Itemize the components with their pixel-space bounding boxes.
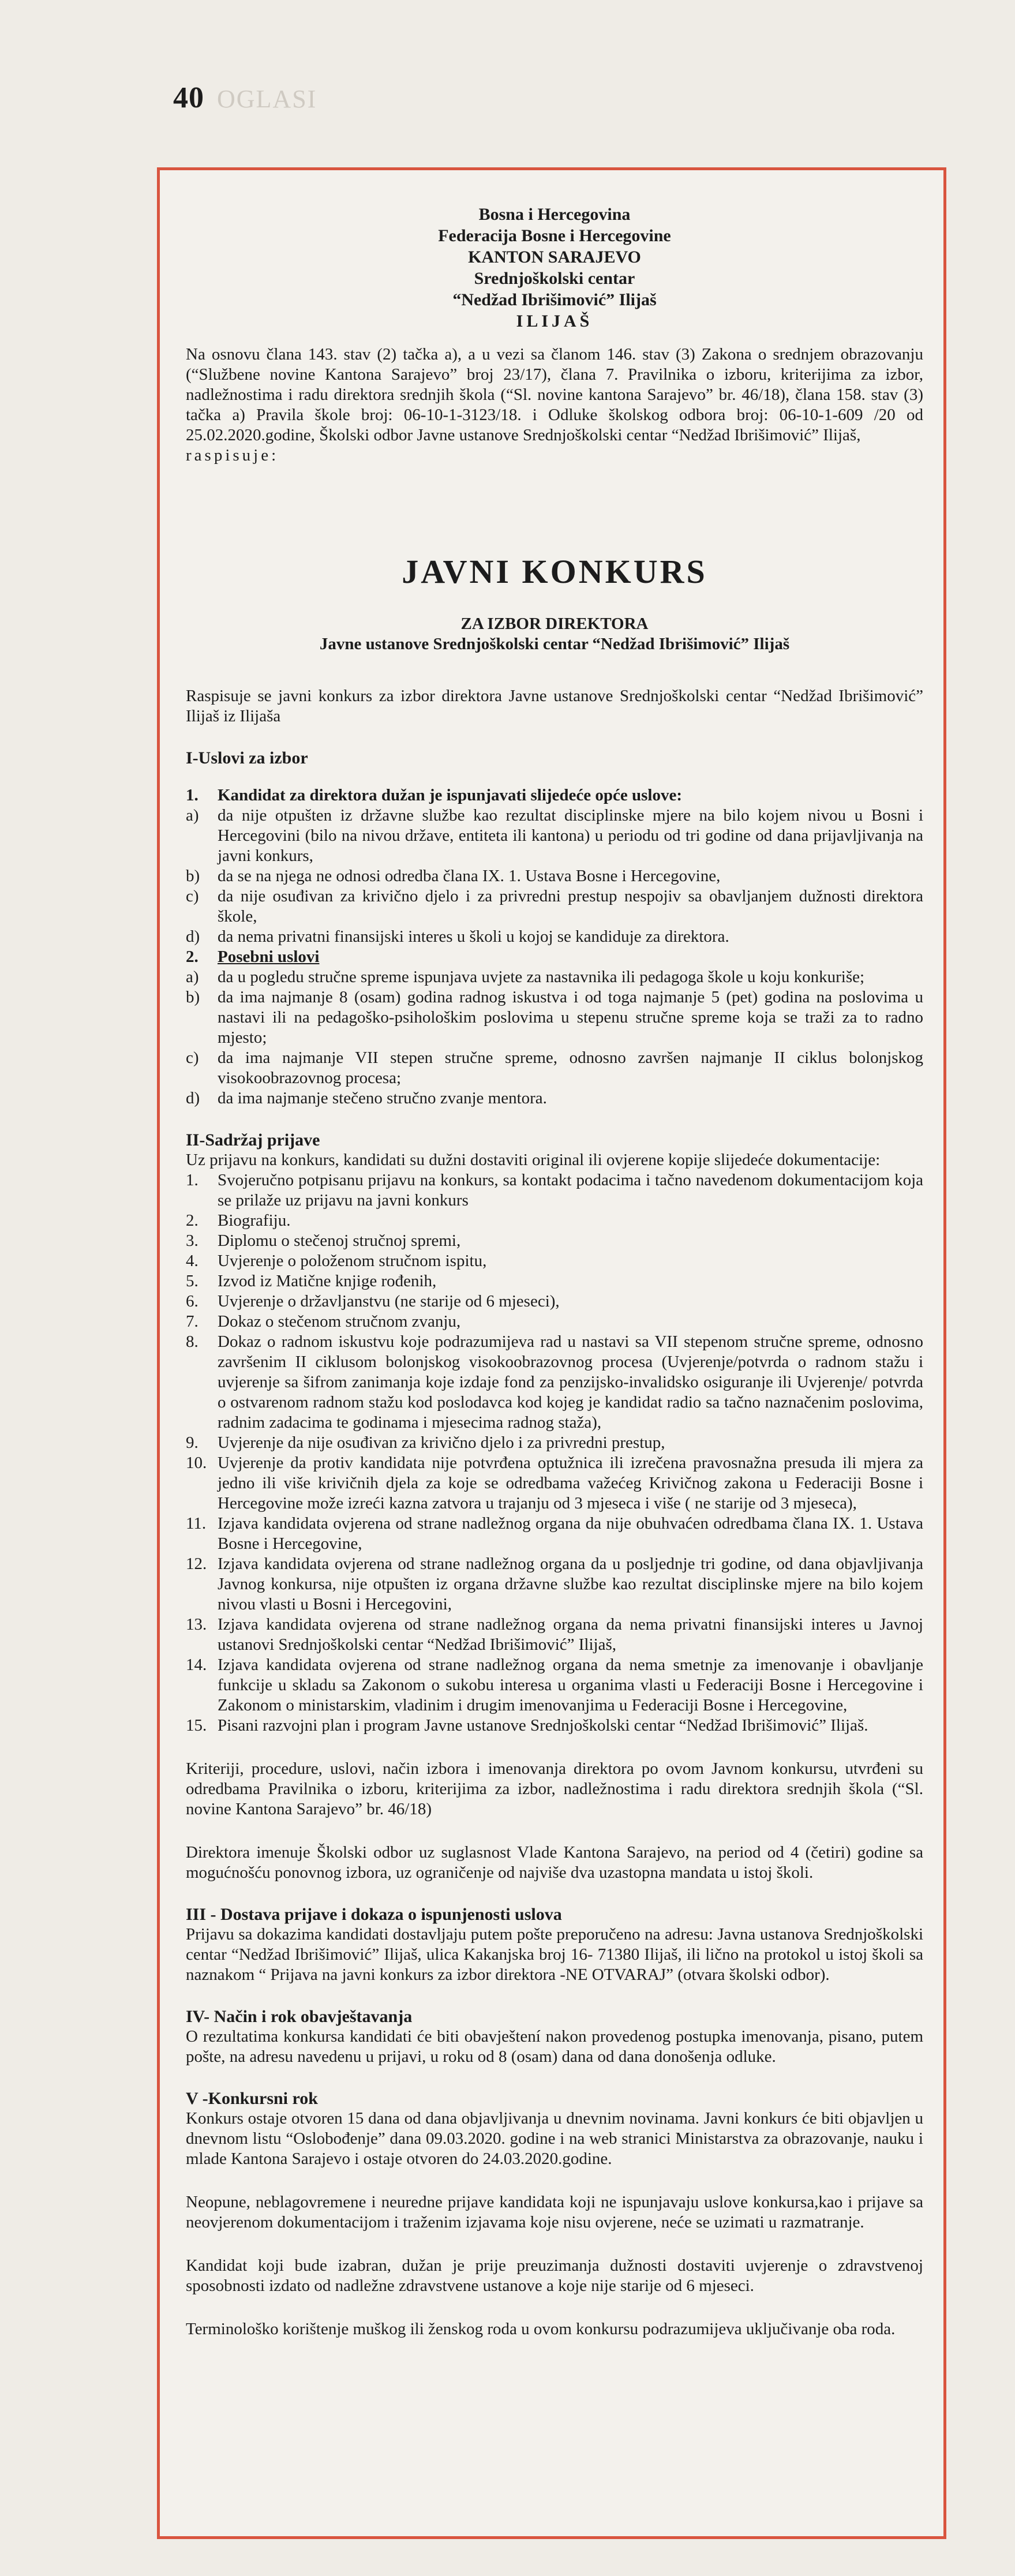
list-marker: b)	[186, 988, 200, 1006]
list-marker: b)	[186, 867, 200, 885]
list-item	[186, 866, 923, 886]
list-text: da ima najmanje 8 (osam) godina radnog iskustva i od toga najmanje 5 (pet) godina na poslovima u nastavi ili na pedagoško-psihološkim poslovima u stepenu stručne spreme koja se traži za to radno mjesto;	[218, 988, 923, 1047]
list-text: Pisani razvojni plan i program Javne ustanove Srednjoškolski centar “Nedžad Ibrišimović” Ilijaš.	[218, 1716, 868, 1735]
page-number: 40	[173, 81, 204, 114]
list-item	[186, 1514, 923, 1554]
special-conditions	[186, 947, 923, 1109]
list-marker: 6.	[186, 1292, 198, 1311]
subtitle-line: ZA IZBOR DIREKTORA	[460, 615, 649, 633]
list-text: Izjava kandidata ovjerena od strane nadležnog organa da nije obuhvaćen odredbama člana IX. 1. Ustava Bosne i Hercegovine,	[218, 1514, 923, 1553]
document-title: JAVNI KONKURS	[402, 553, 707, 590]
list-item	[186, 1231, 923, 1251]
list-item	[186, 806, 923, 866]
list-marker: 9.	[186, 1433, 198, 1452]
list-item	[186, 1088, 923, 1109]
list-item	[186, 1170, 923, 1211]
advertisement-content	[186, 204, 923, 2339]
list-text: da nema privatni finansijski interes u školi u kojoj se kandiduje za direktora.	[218, 927, 729, 946]
issuer-line: Srednjoškolski centar	[474, 269, 635, 288]
list-text: da ima najmanje VII stepen stručne spreme, odnosno završen najmanje II ciklus bolonjskog visokoobrazovnog procesa;	[218, 1049, 923, 1087]
list-text: Svojeručno potpisanu prijavu na konkurs, sa kontakt podacima i tačno navedenom dokumentacijom koja se prilaže uz prijavu na javni konkurs	[218, 1171, 923, 1210]
list-marker: c)	[186, 887, 199, 905]
list-text: Dokaz o stečenom stručnom zvanju,	[218, 1312, 461, 1331]
list-marker: 10.	[186, 1454, 207, 1472]
list-marker: 14.	[186, 1656, 207, 1674]
document-subtitle	[186, 614, 923, 654]
subtitle-line: Javne ustanove Srednjoškolski centar “Nedžad Ibrišimović” Ilijaš	[319, 635, 790, 653]
general-conditions	[186, 785, 923, 947]
advertisement-frame	[157, 167, 946, 2539]
issuer-line: KANTON SARAJEVO	[468, 248, 641, 267]
criteria-paragraph: Kriteriji, procedure, uslovi, način izbora i imenovanja direktora po ovom Javnom konkursu, utvrđeni su odredbama Pravilnika o izboru, kriterijima za izbor, nadležnostima i radu direktora srednjih škola (“Sl. novine Kantona Sarajevo” br. 46/18)	[186, 1759, 923, 1818]
list-text: da u pogledu stručne spreme ispunjava uvjete za nastavnika ili pedagoga škole u koju konkuriše;	[218, 968, 865, 986]
list-text: da ima najmanje stečeno stručno zvanje mentora.	[218, 1089, 547, 1107]
list-marker: 8.	[186, 1332, 198, 1351]
list-item	[186, 785, 923, 806]
list-marker: 5.	[186, 1272, 198, 1290]
list-item	[186, 1615, 923, 1655]
section-intro: Uz prijavu na konkurs, kandidati su dužni dostaviti original ili ovjerene kopije slijedeće dokumentacije:	[186, 1151, 881, 1169]
list-item	[186, 1048, 923, 1088]
list-text: Uvjerenje o državljanstvu (ne starije od 6 mjeseci),	[218, 1292, 560, 1311]
list-item	[186, 1312, 923, 1332]
list-text: Biografiju.	[218, 1211, 291, 1230]
list-marker: 4.	[186, 1252, 198, 1270]
list-item	[186, 886, 923, 927]
list-item	[186, 927, 923, 947]
list-item	[186, 947, 923, 967]
list-marker: 2.	[186, 1211, 198, 1230]
list-item	[186, 1554, 923, 1615]
section-title: I-Uslovi za izbor	[186, 748, 308, 767]
list-marker: 15.	[186, 1716, 207, 1735]
section-label: OGLASI	[217, 85, 317, 113]
notification-paragraph: O rezultatima konkursa kandidati će biti obavještení nakon provedenog postupka imenovanja, pisano, putem pošte, na adresu navedenu u prijavi, u roku od 8 (osam) dana od dana donošenja odluke.	[186, 2027, 923, 2066]
list-marker: 1.	[186, 1171, 198, 1189]
list-item	[186, 1655, 923, 1716]
section-title: V -Konkursni rok	[186, 2089, 318, 2108]
list-item	[186, 1716, 923, 1736]
list-heading: Posebni uslovi	[218, 948, 320, 966]
list-marker: a)	[186, 806, 199, 825]
appointment-paragraph: Direktora imenuje Školski odbor uz suglasnost Vlade Kantona Sarajevo, na period od 4 (četiri) godine sa mogućnošću ponovnog izbora, uz ograničenje od najviše dva uzastopna mandata u istoj školi.	[186, 1843, 923, 1882]
list-item	[186, 1211, 923, 1231]
issuer-line: “Nedžad Ibrišimović” Ilijaš	[452, 290, 657, 309]
list-text: Izvod iz Matične knjige rođenih,	[218, 1272, 437, 1290]
list-marker: 1.	[186, 786, 198, 804]
list-heading: Kandidat za direktora dužan je ispunjavati slijedeće opće uslove:	[218, 786, 683, 804]
list-text: Uvjerenje da protiv kandidata nije potvrđena optužnica ili izrečena pravosnažna presuda ili mjera za jedno ili više krivičnih djela za koje se odredbama važećeg Krivičnog zakona u Federaciji Bosne i Hercegovine može izreći kazna zatvora u trajanju od 3 mjeseca i više ( ne starije od 3 mjeseca),	[218, 1454, 923, 1512]
list-item	[186, 987, 923, 1048]
list-marker: c)	[186, 1049, 199, 1067]
list-marker: d)	[186, 927, 200, 946]
list-text: Izjava kandidata ovjerena od strane nadležnog organa da nema privatni finansijski interes u Javnoj ustanovi Srednjoškolski centar “Nedžad Ibrišimović” Ilijaš,	[218, 1615, 923, 1654]
list-marker: 7.	[186, 1312, 198, 1331]
page-header	[173, 81, 317, 115]
list-text: Diplomu o stečenoj stručnoj spremi,	[218, 1231, 461, 1250]
issuer-block	[186, 204, 923, 332]
list-text: da se na njega ne odnosi odredba člana IX. 1. Ustava Bosne i Hercegovine,	[218, 867, 721, 885]
list-text: Dokaz o radnom iskustvu koje podrazumijeva rad u nastavi sa VII stepenom stručne spreme, odnosno završenim II ciklusom bolonjskog visokoobrazovnog procesa (Uvjerenje/potvrda o radnom stažu i uvjerenje sa šifrom zanimanja koje izdaje fond za penzijsko-invalidsko osiguranje ili Uvjerenje/ potvrda o ostvarenom radnom stažu kod poslodavca kod kojeg je kandidat radio sa tačno naznačenim poslovima, radnim zadacima te godinama i mjesecima radnog staža),	[218, 1332, 923, 1432]
list-text: da nije osuđivan za krivično djelo i za privredni prestup nespojiv sa obavljanjem dužnosti direktora škole,	[218, 887, 923, 926]
deadline-paragraph: Konkurs ostaje otvoren 15 dana od dana objavljivanja u dnevnim novinama. Javni konkurs će biti objavljen u dnevnom listu “Oslobođenje” dana 09.03.2020. godine i na web stranici Ministarstva za obrazovanje, nauku i mlade Kantona Sarajevo i ostaje otvoren do 24.03.2020.godine.	[186, 2109, 923, 2168]
note-paragraph: Kandidat koji bude izabran, dužan je prije preuzimanja dužnosti dostaviti uvjerenje o zdravstvenoj sposobnosti izdato od nadležne zdravstvene ustanove a koje nije starije od 6 mjeseci.	[186, 2256, 923, 2295]
list-item	[186, 1271, 923, 1291]
list-item	[186, 1433, 923, 1453]
note-paragraph: Terminološko korištenje muškog ili ženskog roda u ovom konkursu podrazumijeva uključivanje oba roda.	[186, 2320, 896, 2338]
list-text: da nije otpušten iz državne službe kao rezultat disciplinske mjere na bilo kojem nivou u Bosni i Hercegovini (bilo na nivou države, entiteta ili kantona) u periodu od tri godine od dana prijavljivanja na javni konkurs,	[218, 806, 923, 865]
list-marker: d)	[186, 1089, 200, 1107]
list-marker: 3.	[186, 1231, 198, 1250]
list-text: Uvjerenje da nije osuđivan za krivično djelo i za privredni prestup,	[218, 1433, 665, 1452]
submission-paragraph: Prijavu sa dokazima kandidati dostavljaju putem pošte preporučeno na adresu: Javna ustanova Srednjoškolski centar “Nedžad Ibrišimović” Ilijaš, ulica Kakanjska broj 16- 71380 Ilijaš, ili lično na protokol u istoj školi sa naznakom “ Prijava na javni konkurs za izbor direktora -NE OTVARAJ” (otvara školski odbor).	[186, 1925, 923, 1984]
list-marker: 12.	[186, 1555, 207, 1573]
list-text: Izjava kandidata ovjerena od strane nadležnog organa da u posljednje tri godine, od dana objavljivanja Javnog konkursa, nije otpušten iz organa državne službe kao rezultat disciplinske mjere na bilo kojem nivou vlasti u Bosni i Hercegovini,	[218, 1555, 923, 1613]
list-item	[186, 1291, 923, 1312]
list-text: Uvjerenje o položenom stručnom ispitu,	[218, 1252, 487, 1270]
issuer-line: Bosna i Hercegovina	[478, 205, 631, 224]
section-title: IV- Način i rok obavještavanja	[186, 2007, 413, 2026]
note-paragraph: Neopune, neblagovremene i neuredne prijave kandidata koji ne ispunjavaju uslove konkursa,kao i prijave sa neovjerenom dokumentacijom i traženim izjavama koje nisu ovjerene, neće se uzimati u razmatranje.	[186, 2193, 923, 2231]
section-title: III - Dostava prijave i dokaza o ispunjenosti uslova	[186, 1905, 562, 1924]
issuer-line: ILIJAŠ	[516, 312, 593, 331]
legal-basis: Na osnovu člana 143. stav (2) tačka a), a u vezi sa članom 146. stav (3) Zakona o srednjem obrazovanju (“Službene novine Kantona Sarajevo” broj 23/17), člana 7. Pravilnika o izboru, kriterijima za izbor, nadležnostima i radu direktora srednjih škola (“Sl. novine kantona Sarajevo” br. 46/18), člana 158. stav (3) tačka a) Pravila škole broj: 06-10-1-3123/18. i Odluke školskog odbora broj: 06-10-1-609 /20 od 25.02.2020.godine, Školski odbor Javne ustanove Srednjoškolski centar “Nedžad Ibrišimović” Ilijaš,	[186, 345, 923, 444]
section-title: II-Sadržaj prijave	[186, 1130, 320, 1150]
list-item	[186, 1251, 923, 1271]
list-marker: 2.	[186, 948, 198, 966]
issuer-line: Federacija Bosne i Hercegovine	[438, 226, 671, 245]
required-documents	[186, 1170, 923, 1736]
list-item	[186, 1332, 923, 1433]
list-marker: 13.	[186, 1615, 207, 1634]
list-item	[186, 967, 923, 987]
list-marker: 11.	[186, 1514, 207, 1533]
raspisuje-label: raspisuje:	[186, 446, 279, 465]
list-marker: a)	[186, 968, 199, 986]
list-text: Izjava kandidata ovjerena od strane nadležnog organa da nema smetnje za imenovanje i obavljanje funkcije u skladu sa Zakonom o sukobu interesa u organima vlasti u Federaciji Bosne i Hercegovine i Zakonom o ministarskim, vladinim i drugim imenovanjima u Federaciji Bosne i Hercegovine,	[218, 1656, 923, 1714]
intro-paragraph: Raspisuje se javni konkurs za izbor direktora Javne ustanove Srednjoškolski centar “Nedžad Ibrišimović” Ilijaš iz Ilijaša	[186, 687, 923, 725]
list-item	[186, 1453, 923, 1514]
